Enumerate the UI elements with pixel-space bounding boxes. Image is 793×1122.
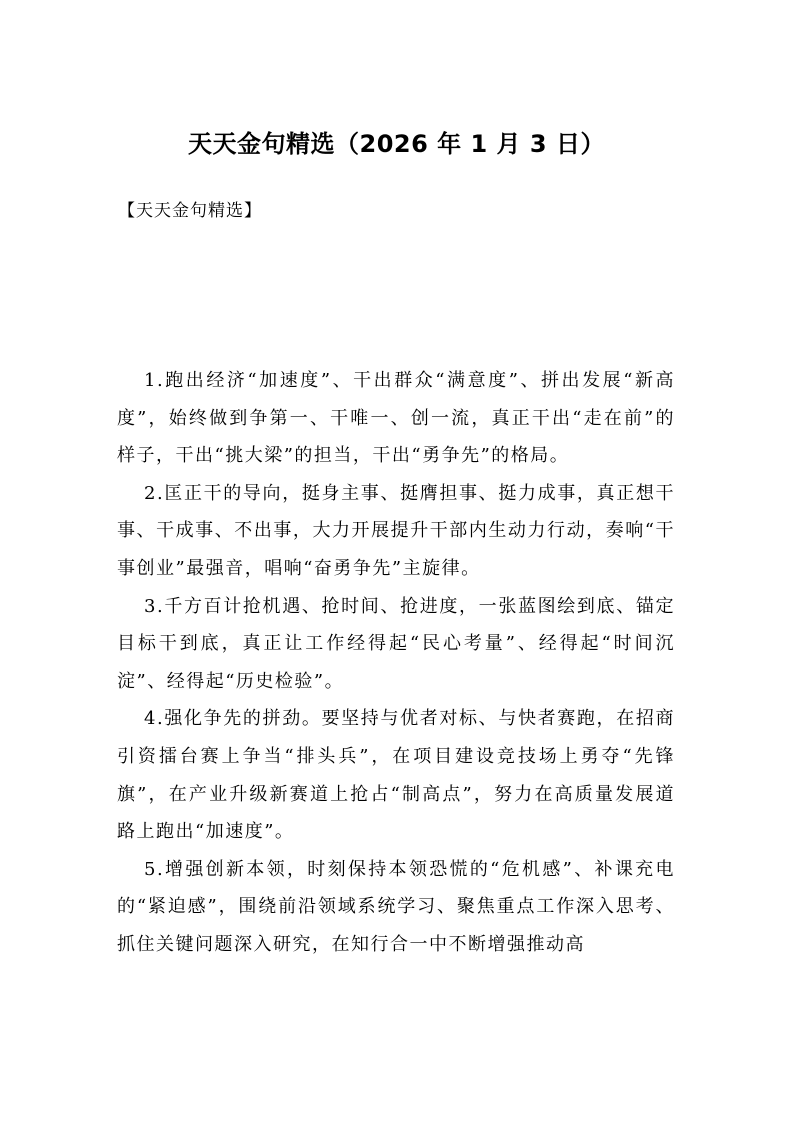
paragraph-1: 1.跑出经济“加速度”、干出群众“满意度”、拼出发展“新高度”，始终做到争第一、干唯一、创一流，真正干出“走在前”的样子，干出“挑大梁”的担当，干出“勇争先”的格局。 <box>117 370 675 467</box>
section-label: 【天天金句精选】 <box>118 201 262 221</box>
document-body <box>117 362 675 964</box>
document-title: 天天金句精选（2026 年 1 月 3 日） <box>188 130 605 158</box>
paragraph-3: 3.千方百计抢机遇、抢时间、抢进度，一张蓝图绘到底、锚定目标干到底，真正让工作经得起“民心考量”、经得起“时间沉淀”、经得起“历史检验”。 <box>117 595 675 692</box>
paragraph-5: 5.增强创新本领，时刻保持本领恐慌的“危机感”、补课充电的“紧迫感”，围绕前沿领域系统学习、聚焦重点工作深入思考、抓住关键问题深入研究，在知行合一中不断增强推动高 <box>117 858 675 955</box>
paragraph-4: 4.强化争先的拼劲。要坚持与优者对标、与快者赛跑，在招商引资擂台赛上争当“排头兵”，在项目建设竞技场上勇夺“先锋旗”，在产业升级新赛道上抢占“制高点”，努力在高质量发展道路上跑出“加速度”。 <box>117 708 675 843</box>
paragraph-2: 2.匡正干的导向，挺身主事、挺膺担事、挺力成事，真正想干事、干成事、不出事，大力开展提升干部内生动力行动，奏响“干事创业”最强音，唱响“奋勇争先”主旋律。 <box>117 482 675 579</box>
